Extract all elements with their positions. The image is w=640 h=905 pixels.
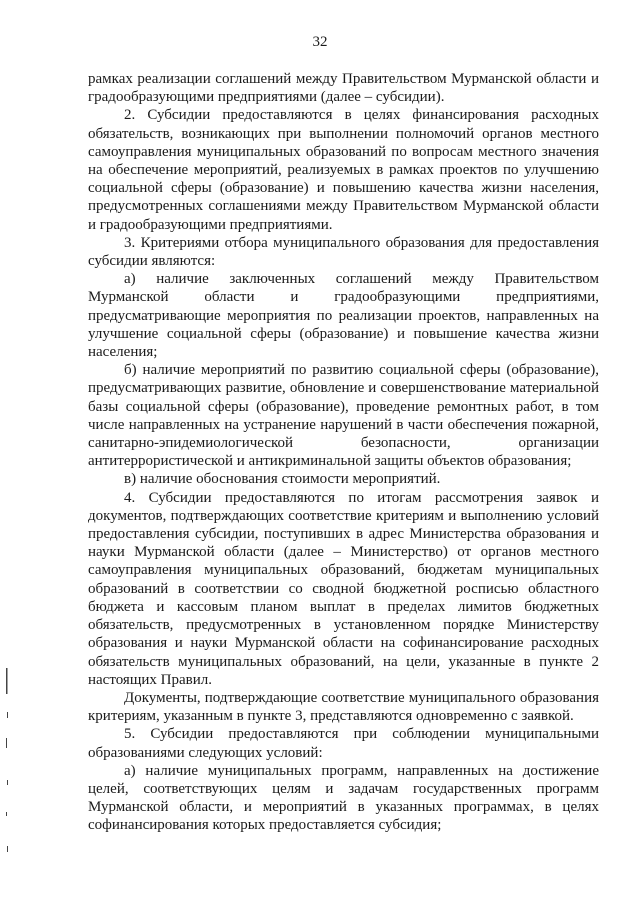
paragraph-3b: б) наличие мероприятий по развитию социальной сферы (образование), предусматривающих развитие, обновление и совершенствование материальной базы социальной сферы (образование), проведение ремонтных работ, в том числе направленных на устранение нарушений в части обеспечения пожарной, санитарно-эпидемиологической безопасности, организации антитеррористической и антикриминальной защиты объектов образования; [88,362,599,470]
page-number: 32 [312,34,328,50]
document-body [88,70,599,835]
paragraph-3v: в) наличие обоснования стоимости мероприятий. [124,471,441,488]
paragraph-item-3: 3. Критериями отбора муниципального образования для предоставления субсидии являются: [88,234,599,270]
paragraph-documents: Документы, подтверждающие соответствие муниципального образования критериям, указанным в пункте 3, представляются одновременно с заявкой. [88,689,599,725]
paragraph-item-2: 2. Субсидии предоставляются в целях финансирования расходных обязательств, возникающих при выполнении полномочий органов местного самоуправления муниципальных образований по вопросам местного значения на обеспечение мероприятий, реализуемых в рамках проектов по улучшению социальной сферы (образование) и повышению качества жизни населения, предусмотренных соглашениями между Правительством Мурманской области и градообразующими предприятиями. [88,107,599,233]
scan-edge-marks [4,660,12,880]
paragraph-5a: а) наличие муниципальных программ, направленных на достижение целей, соответствующих целям и задачам государственных программ Мурманской области, и мероприятий в указанных программах, в целях софинансирования которых предоставляется субсидия; [88,762,599,834]
paragraph-continuation: рамках реализации соглашений между Правительством Мурманской области и градообразующими предприятиями (далее – субсидии). [88,71,599,106]
paragraph-item-5: 5. Субсидии предоставляются при соблюдении муниципальными образованиями следующих условий: [88,726,599,761]
paragraph-3a: а) наличие заключенных соглашений между Правительством Мурманской области и градообразующими предприятиями, предусматривающие мероприятия по реализации проектов, направленных на улучшение социальной сферы (образование) и повышение качества жизни населения; [88,271,599,361]
paragraph-item-4: 4. Субсидии предоставляются по итогам рассмотрения заявок и документов, подтверждающих соответствие критериям и выполнению условий предоставления субсидии, поступивших в адрес Министерства образования и науки Мурманской области (далее – Министерство) от органов местного самоуправления муниципальных образований, бюджетам муниципальных образований в соответствии со сводной бюджетной росписью областного бюджета и кассовым планом выплат в пределах лимитов бюджетных обязательств, предусмотренных в установленном порядке Министерству образования и науки Мурманской области на софинансирование расходных обязательств муниципальных образований, на цели, указанные в пункте 2 настоящих Правил. [88,489,599,688]
